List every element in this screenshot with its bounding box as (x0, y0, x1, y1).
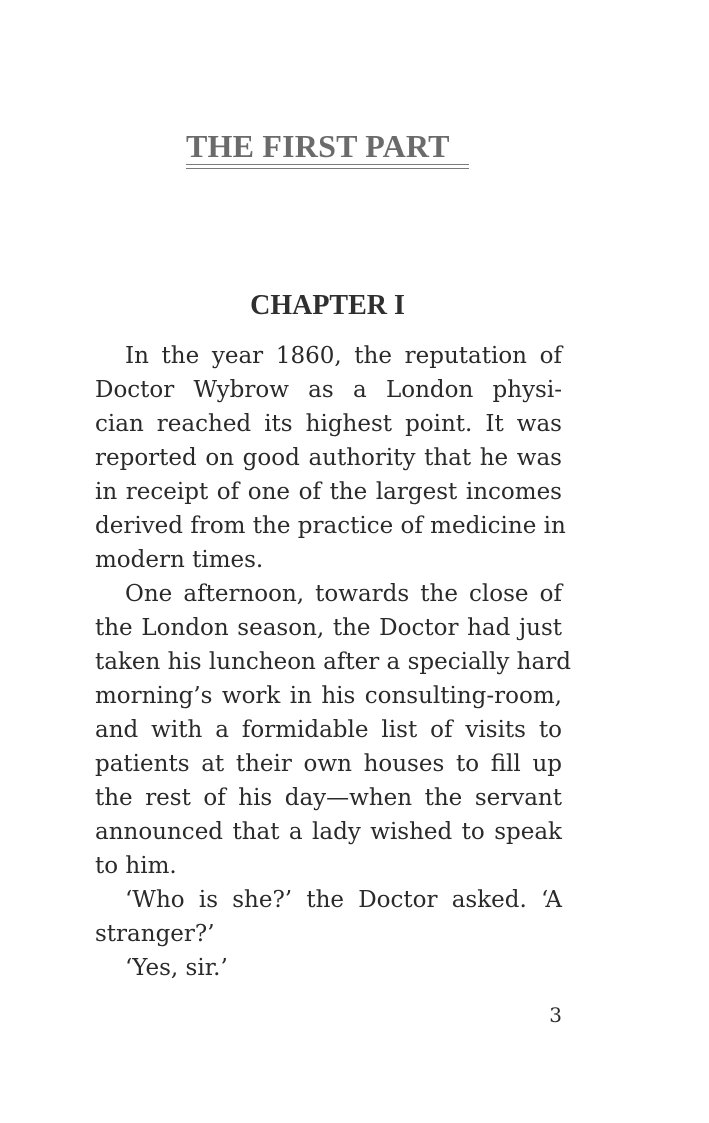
text-line: modern times. (95, 547, 264, 573)
text-line: announced that a lady wished to speak (95, 819, 562, 845)
text-line: derived from the practice of medicine in (95, 513, 566, 539)
text-line: Doctor Wybrow as a London physi- (95, 377, 562, 403)
text-line: ‘Yes, sir.’ (125, 955, 228, 981)
text-line: the rest of his day—when the servant (95, 785, 562, 811)
text-line: ‘Who is she?’ the Doctor asked. ‘A (125, 887, 562, 913)
text-line: the London season, the Doctor had just (95, 615, 562, 641)
chapter-title: CHAPTER I (250, 290, 405, 321)
text-line: One afternoon, towards the close of (125, 581, 562, 607)
text-line: cian reached its highest point. It was (95, 411, 562, 437)
text-line: reported on good authority that he was (95, 445, 562, 471)
chapter-body-text (95, 339, 571, 985)
text-line: morning’s work in his consulting-room, (95, 683, 562, 709)
part-title-double-rule (186, 164, 469, 169)
text-line: taken his luncheon after a specially hard (95, 649, 571, 675)
text-line: patients at their own houses to fill up (95, 751, 562, 777)
text-line: stranger?’ (95, 921, 215, 947)
part-title: THE FIRST PART (186, 128, 450, 164)
page-number: 3 (549, 1003, 562, 1027)
text-line: to him. (95, 853, 177, 879)
text-line: and with a formidable list of visits to (95, 717, 562, 743)
text-line: in receipt of one of the largest incomes (95, 479, 562, 505)
text-line: In the year 1860, the reputation of (125, 343, 562, 369)
